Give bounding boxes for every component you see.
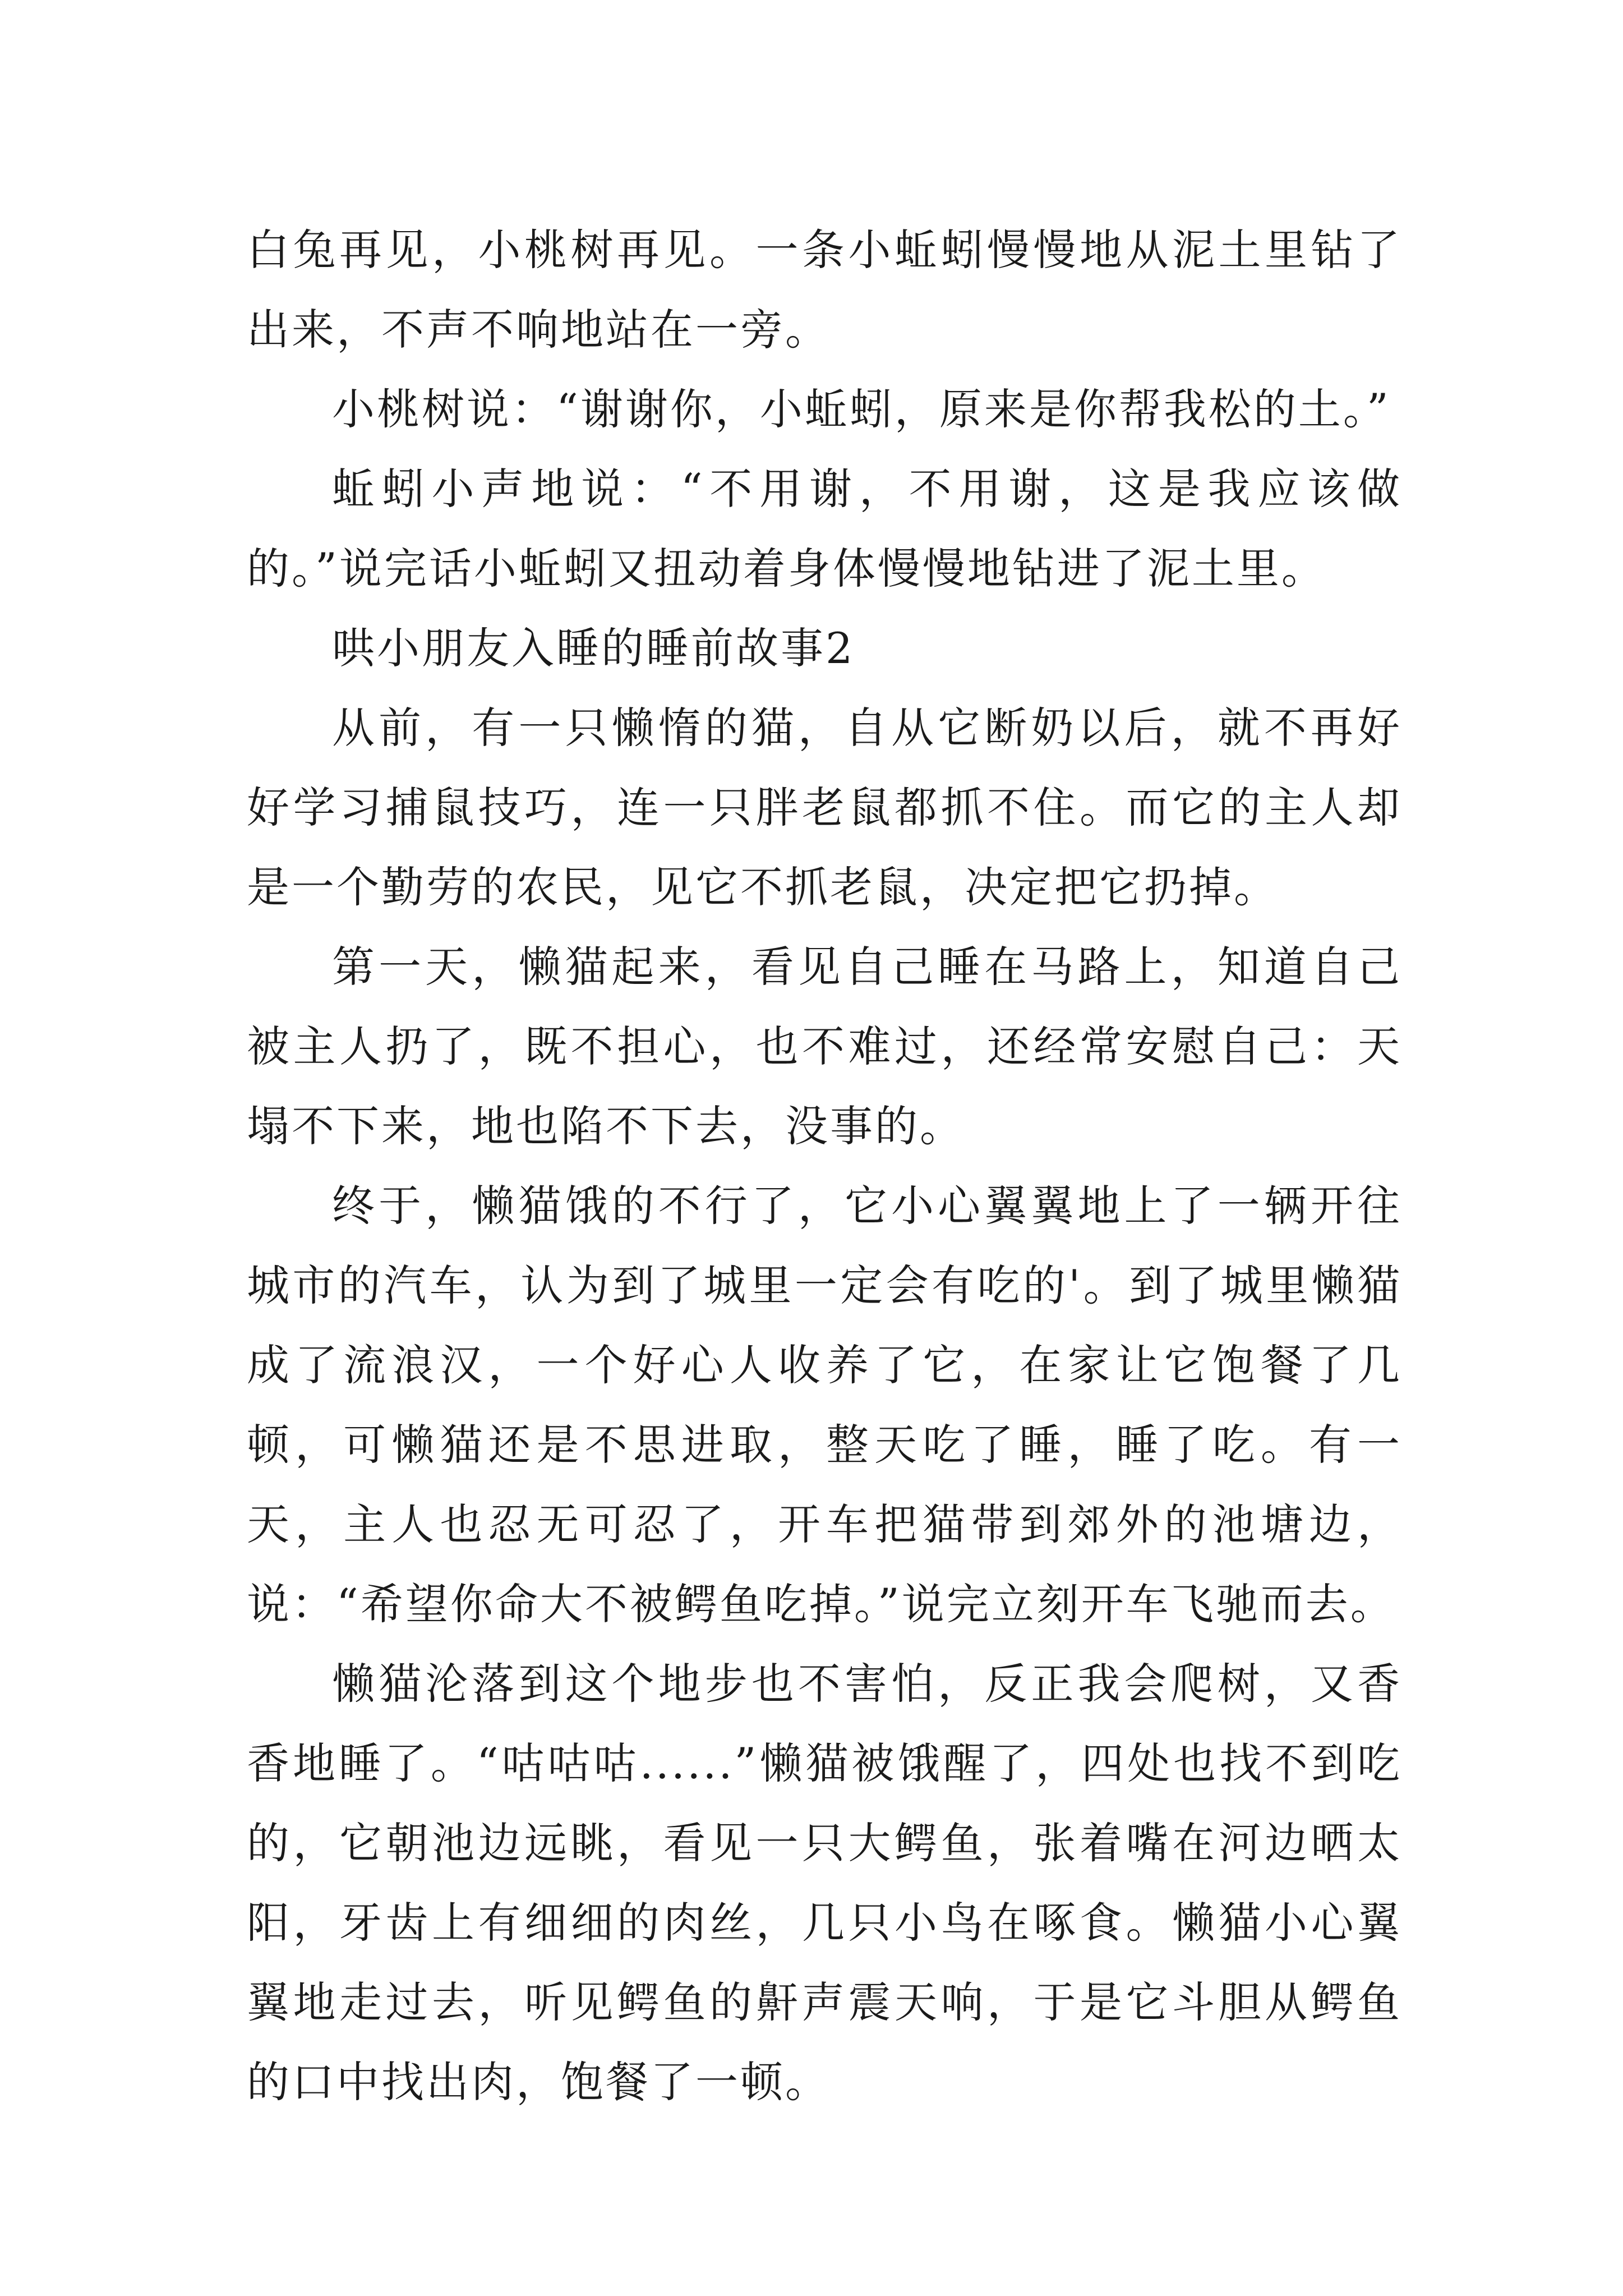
paragraph: 懒猫沦落到这个地步也不害怕，反正我会爬树，又香香地睡了。“咕咕咕......”懒猫被饿醒了，四处也找不到吃的，它朝池边远眺，看见一只大鳄鱼，张着嘴在河边晒太阳，牙齿上有细细的肉丝，几只小鸟在啄食。懒猫小心翼翼地走过去，听见鳄鱼的鼾声震天响，于是它斗胆从鳄鱼的口中找出肉，饱餐了一顿。 (247, 1659, 1402, 2107)
paragraph: 白兔再见，小桃树再见。一条小蚯蚓慢慢地从泥土里钻了出来，不声不响地站在一旁。 (247, 225, 1402, 355)
paragraph: 蚯蚓小声地说：“不用谢，不用谢，这是我应该做的。”说完话小蚯蚓又扭动着身体慢慢地钻进了泥土里。 (247, 464, 1402, 593)
paragraph: 从前，有一只懒惰的猫，自从它断奶以后，就不再好好学习捕鼠技巧，连一只胖老鼠都抓不住。而它的主人却是一个勤劳的农民，见它不抓老鼠，决定把它扔掉。 (247, 703, 1402, 912)
paragraph: 小桃树说：“谢谢你，小蚯蚓，原来是你帮我松的土。” (332, 384, 1391, 434)
document-body (247, 210, 1402, 2122)
paragraph: 终于，懒猫饿的不行了，它小心翼翼地上了一辆开往城市的汽车，认为到了城里一定会有吃的'。到了城里懒猫成了流浪汉，一个好心人收养了它，在家让它饱餐了几顿，可懒猫还是不思进取，整天吃了睡，睡了吃。有一天，主人也忍无可忍了，开车把猫带到郊外的池塘边，说：“希望你命大不被鳄鱼吃掉。”说完立刻开车飞驰而去。 (247, 1181, 1402, 1629)
section-heading: 哄小朋友入睡的睡前故事2 (332, 623, 855, 673)
paragraph: 第一天，懒猫起来，看见自己睡在马路上，知道自己被主人扔了，既不担心，也不难过，还经常安慰自己：天塌不下来，地也陷不下去，没事的。 (247, 942, 1402, 1151)
